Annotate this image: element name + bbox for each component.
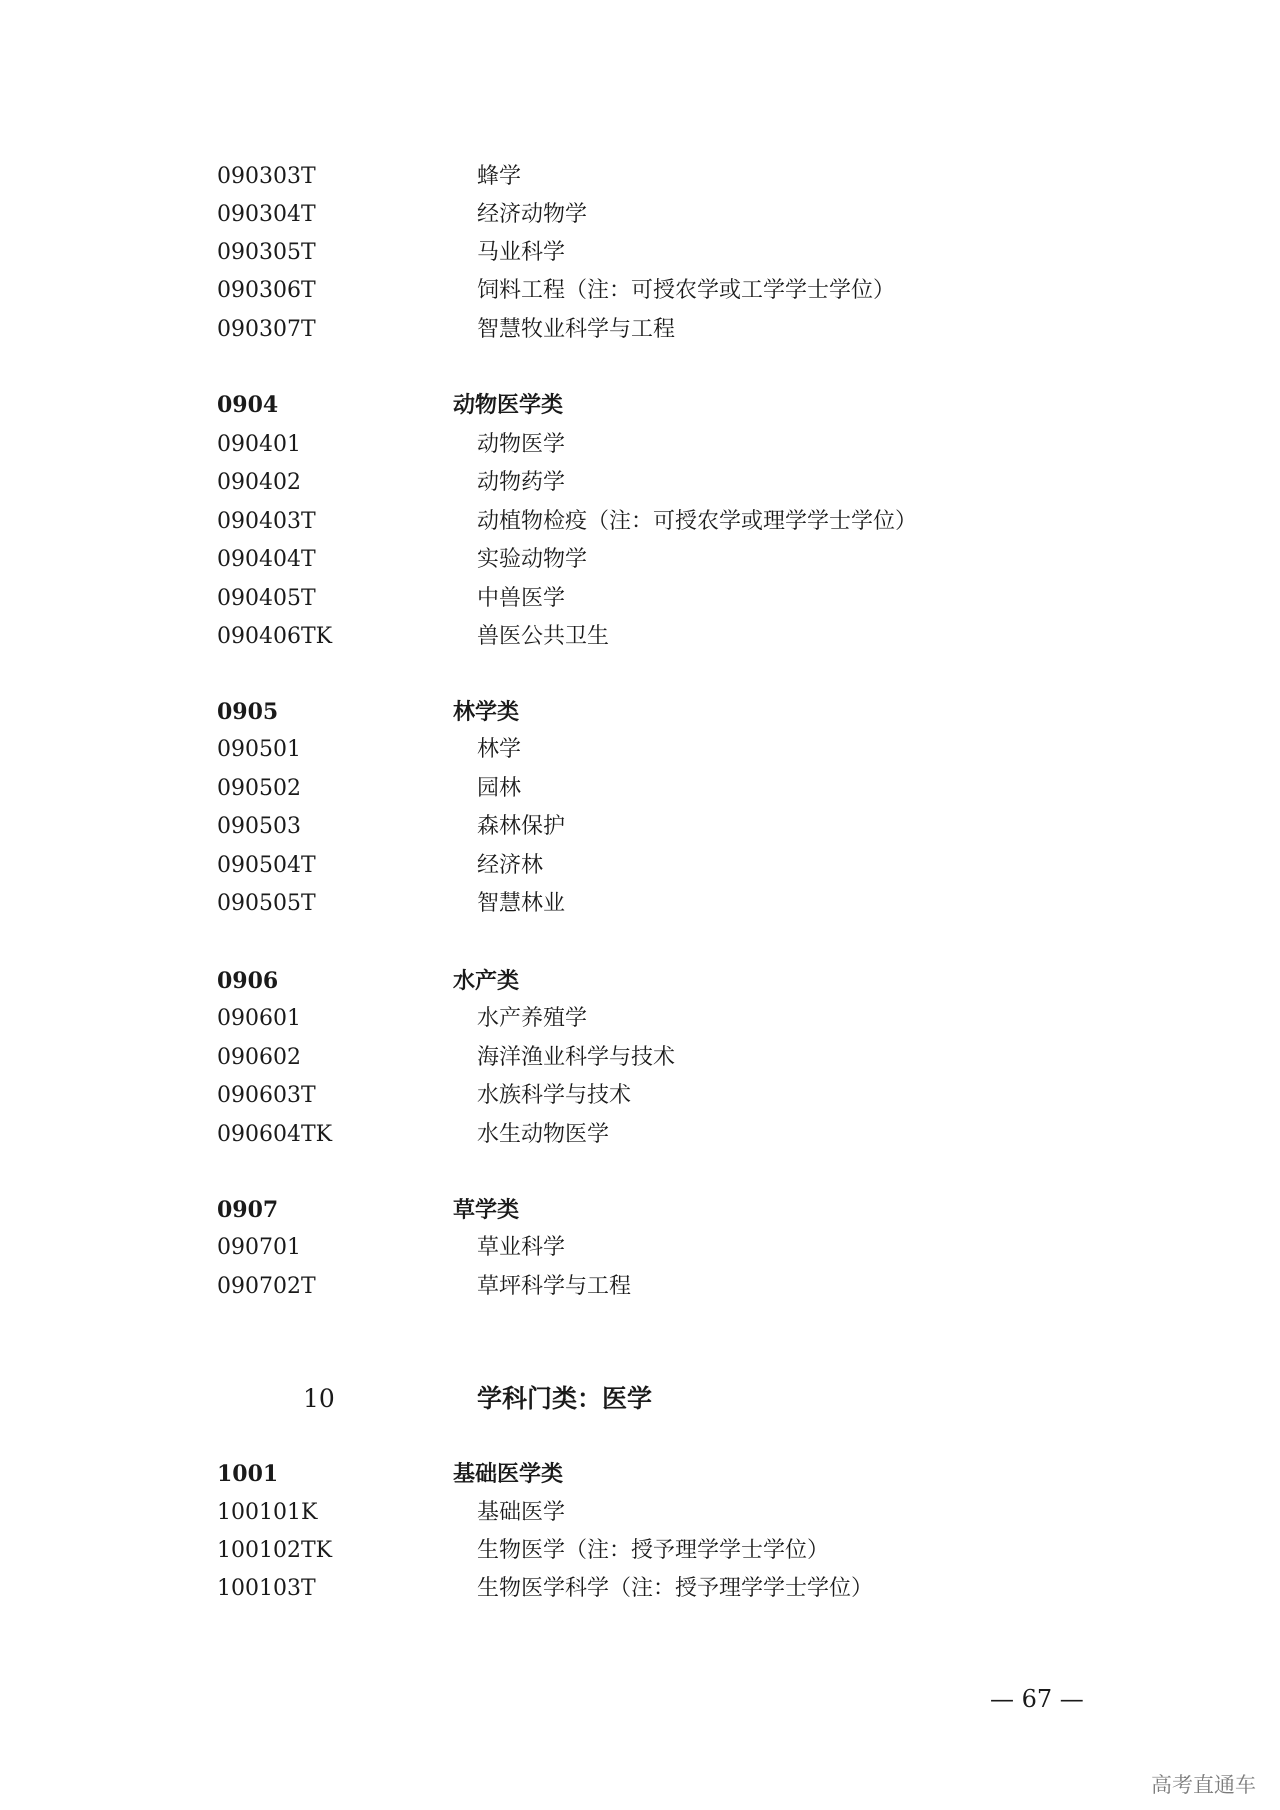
major-name: 经济动物学: [477, 202, 588, 227]
category-name: 水产类: [453, 968, 520, 994]
major-code: 090702T: [217, 1274, 316, 1299]
list-item: [0, 1270, 1280, 1304]
major-code: 090305T: [217, 240, 316, 265]
major-code: 090604TK: [217, 1122, 333, 1147]
category-name: 基础医学类: [453, 1461, 564, 1487]
list-item: [0, 887, 1280, 921]
list-item: [0, 1002, 1280, 1036]
major-name: 动物药学: [477, 470, 566, 495]
category-name: 草学类: [453, 1197, 520, 1223]
major-name: 草业科学: [477, 1235, 566, 1260]
major-name: 林学: [477, 737, 522, 762]
major-code: 090403T: [217, 509, 316, 534]
list-item: [0, 1231, 1280, 1265]
major-code: 090402: [217, 470, 301, 495]
major-name: 水产养殖学: [477, 1006, 588, 1031]
list-item: [0, 1572, 1280, 1606]
major-code: 100102TK: [217, 1538, 333, 1563]
category-heading: [0, 1193, 1280, 1227]
page-number: — 67 —: [990, 1685, 1084, 1713]
major-code: 100101K: [217, 1500, 318, 1525]
category-heading: [0, 1457, 1280, 1491]
list-item: [0, 428, 1280, 462]
list-item: [0, 733, 1280, 767]
major-name: 草坪科学与工程: [477, 1274, 632, 1299]
category-code: 0907: [217, 1197, 279, 1223]
major-code: 090401: [217, 432, 301, 457]
major-name: 森林保护: [477, 814, 566, 839]
list-item: [0, 1118, 1280, 1152]
list-item: [0, 620, 1280, 654]
major-code: 090405T: [217, 586, 316, 611]
category-name: 动物医学类: [453, 392, 564, 418]
major-name: 生物医学科学（注：授予理学学士学位）: [477, 1576, 874, 1601]
major-name: 动物医学: [477, 432, 566, 457]
major-name: 生物医学（注：授予理学学士学位）: [477, 1538, 830, 1563]
major-code: 090306T: [217, 278, 316, 303]
major-name: 蜂学: [477, 164, 522, 189]
major-name: 水族科学与技术: [477, 1083, 632, 1108]
major-code: 090504T: [217, 853, 316, 878]
list-item: [0, 160, 1280, 194]
discipline-name: 学科门类：医学: [477, 1384, 653, 1413]
list-item: [0, 274, 1280, 308]
major-code: 090406TK: [217, 624, 333, 649]
watermark-text: 高考直通车: [1151, 1773, 1256, 1797]
list-item: [0, 810, 1280, 844]
list-item: [0, 236, 1280, 270]
major-name: 饲料工程（注：可授农学或工学学士学位）: [477, 278, 896, 303]
category-heading: [0, 388, 1280, 422]
major-code: 090307T: [217, 317, 316, 342]
list-item: [0, 582, 1280, 616]
major-name: 实验动物学: [477, 547, 588, 572]
major-name: 智慧牧业科学与工程: [477, 317, 676, 342]
discipline-code: 10: [303, 1384, 335, 1413]
category-name: 林学类: [453, 699, 520, 725]
category-code: 0906: [217, 968, 279, 994]
major-name: 园林: [477, 776, 522, 801]
major-name: 水生动物医学: [477, 1122, 610, 1147]
major-code: 090603T: [217, 1083, 316, 1108]
major-code: 100103T: [217, 1576, 316, 1601]
list-item: [0, 198, 1280, 232]
list-item: [0, 772, 1280, 806]
major-code: 090303T: [217, 164, 316, 189]
major-code: 090404T: [217, 547, 316, 572]
list-item: [0, 466, 1280, 500]
list-item: [0, 505, 1280, 539]
major-name: 智慧林业: [477, 891, 566, 916]
major-code: 090503: [217, 814, 301, 839]
major-code: 090602: [217, 1045, 301, 1070]
category-code: 0905: [217, 699, 279, 725]
list-item: [0, 1534, 1280, 1568]
category-code: 1001: [217, 1461, 279, 1487]
major-code: 090304T: [217, 202, 316, 227]
list-item: [0, 543, 1280, 577]
major-name: 动植物检疫（注：可授农学或理学学士学位）: [477, 509, 918, 534]
list-item: [0, 1079, 1280, 1113]
major-code: 090502: [217, 776, 301, 801]
major-name: 基础医学: [477, 1500, 566, 1525]
discipline-heading: [0, 1379, 1280, 1419]
major-code: 090701: [217, 1235, 301, 1260]
list-item: [0, 1041, 1280, 1075]
major-code: 090601: [217, 1006, 301, 1031]
category-code: 0904: [217, 392, 279, 418]
major-name: 中兽医学: [477, 586, 566, 611]
major-name: 海洋渔业科学与技术: [477, 1045, 676, 1070]
list-item: [0, 313, 1280, 347]
major-name: 经济林: [477, 853, 544, 878]
list-item: [0, 849, 1280, 883]
list-item: [0, 1496, 1280, 1530]
category-heading: [0, 695, 1280, 729]
major-name: 兽医公共卫生: [477, 624, 610, 649]
major-name: 马业科学: [477, 240, 566, 265]
major-code: 090501: [217, 737, 301, 762]
major-code: 090505T: [217, 891, 316, 916]
category-heading: [0, 964, 1280, 998]
